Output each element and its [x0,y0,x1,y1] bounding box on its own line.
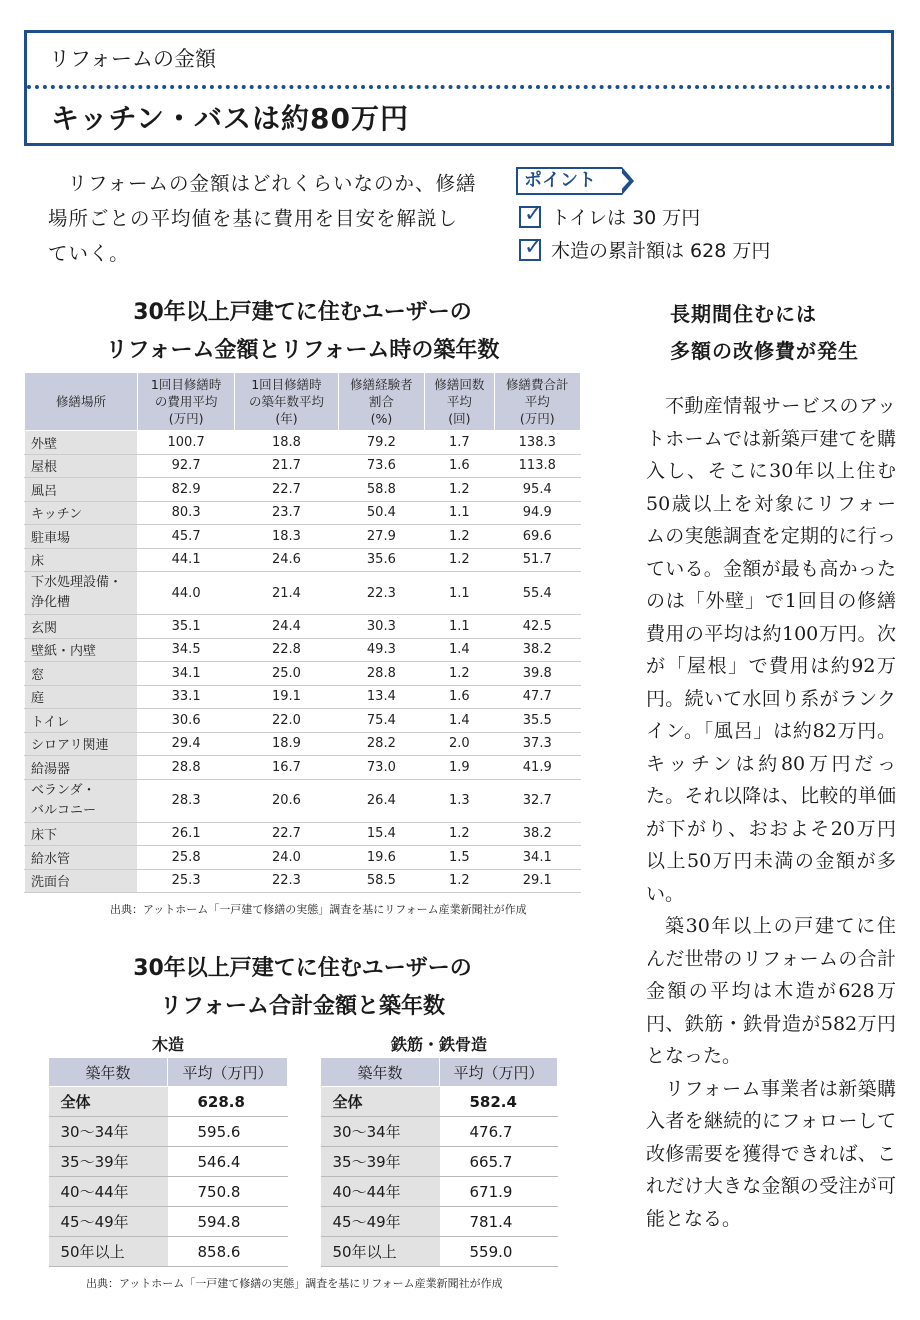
table-cell: 138.3 [494,431,580,455]
average-cell: 582.4 [440,1087,558,1117]
table-cell: 1.2 [425,869,494,893]
table-cell: 80.3 [138,501,235,525]
table-cell: 79.2 [338,431,424,455]
repair-place-cell: 屋根 [25,454,138,478]
article-body [646,390,896,1235]
point-arrow-icon [622,167,634,195]
age-cell: 45～49年 [49,1207,168,1237]
table-header-cell: 1回目修繕時 の築年数平均 (年) [235,373,338,431]
table-cell: 15.4 [338,822,424,846]
repair-place-cell: 玄関 [25,615,138,639]
table1-title-line1: 30年以上戸建てに住むユーザーの [133,300,472,325]
age-cell: 30～34年 [49,1117,168,1147]
table-cell: 2.0 [425,732,494,756]
table-cell: 24.0 [235,846,338,870]
table-cell: 19.6 [338,846,424,870]
steel-col-avg: 平均（万円） [440,1058,558,1087]
header-box [24,30,894,146]
intro-text: リフォームの金額はどれくらいなのか、修繕場所ごとの平均値を基に費用を目安を解説していく。 [48,172,477,265]
table-cell: 1.5 [425,846,494,870]
table-row [25,756,581,780]
article-paragraph: 不動産情報サービスのアットホームでは新築戸建てを購入し、そこに30年以上住む50歳以上を対象にリフォームの実態調査を定期的に行っている。金額が最も高かったのは「外壁」で1回目の修繕費用の平均は約100万円。次が「屋根」で費用は約92万円。続いて水回り系がランクイン。「風呂」は約82万円。キッチンは約80万円だった。それ以降は、比較的単価が下がり、おおよそ20万円以上50万円未満の金額が多い。 [646,395,896,905]
wood-heading: 木造 [151,1035,184,1054]
header-divider [27,85,891,89]
table-cell: 1.1 [425,572,494,615]
table-row [25,779,581,822]
repair-place-cell: 窓 [25,662,138,686]
age-cell: 30～34年 [321,1117,440,1147]
table-row [25,431,581,455]
table-cell: 22.3 [235,869,338,893]
average-cell: 665.7 [440,1147,558,1177]
table2-source: 出典：アットホーム「一戸建て修繕の実態」調査を基にリフォーム産業新聞社が作成 [86,1277,503,1290]
table-row [25,685,581,709]
table-cell: 73.6 [338,454,424,478]
table-row [25,709,581,733]
table-cell: 1.9 [425,756,494,780]
table-cell: 44.0 [138,572,235,615]
table-cell: 19.1 [235,685,338,709]
table-cell: 16.7 [235,756,338,780]
article-paragraph: リフォーム事業者は新築購入者を継続的にフォローして改修需要を獲得できれば、これだけ大きな金額の受注が可能となる。 [646,1077,896,1230]
table-cell: 1.2 [425,548,494,572]
table1-source: 出典：アットホーム「一戸建て修繕の実態」調査を基にリフォーム産業新聞社が作成 [110,903,527,916]
table-cell: 94.9 [494,501,580,525]
article-heading-line2: 多額の改修費が発生 [670,339,859,363]
table-cell: 69.6 [494,525,580,549]
check-icon [519,206,541,228]
table-cell: 34.5 [138,638,235,662]
table-cell: 50.4 [338,501,424,525]
repair-place-cell: 駐車場 [25,525,138,549]
table-cell: 1.7 [425,431,494,455]
table-cell: 1.6 [425,454,494,478]
table-cell: 42.5 [494,615,580,639]
table-row [25,615,581,639]
average-cell: 858.6 [168,1237,288,1267]
table-cell: 38.2 [494,822,580,846]
table-cell: 26.4 [338,779,424,822]
wood-table [48,1057,288,1267]
table-cell: 22.0 [235,709,338,733]
table-row [25,662,581,686]
table-cell: 29.1 [494,869,580,893]
wood-col-avg: 平均（万円） [168,1058,288,1087]
table-row [25,638,581,662]
table-cell: 18.9 [235,732,338,756]
table-cell: 34.1 [494,846,580,870]
repair-place-cell: トイレ [25,709,138,733]
table-cell: 20.6 [235,779,338,822]
table-cell: 30.6 [138,709,235,733]
average-cell: 476.7 [440,1117,558,1147]
repair-place-cell: 給湯器 [25,756,138,780]
table-cell: 1.2 [425,478,494,502]
table-row [49,1207,288,1237]
table-cell: 27.9 [338,525,424,549]
table-cell: 21.7 [235,454,338,478]
repair-place-cell: 風呂 [25,478,138,502]
table-cell: 1.6 [425,685,494,709]
age-cell: 35～39年 [49,1147,168,1177]
header-subtitle: リフォームの金額 [49,47,216,71]
table-cell: 51.7 [494,548,580,572]
table-cell: 21.4 [235,572,338,615]
age-cell: 50年以上 [321,1237,440,1267]
table-header-cell: 修繕経験者 割合 (%) [338,373,424,431]
table2-title [24,950,581,1026]
repair-place-cell: 外壁 [25,431,138,455]
page-title: キッチン・バスは約80万円 [51,102,410,135]
repair-place-cell: 壁紙・内壁 [25,638,138,662]
table1-title [24,294,581,370]
table-cell: 28.8 [138,756,235,780]
table-row [49,1177,288,1207]
table-cell: 38.2 [494,638,580,662]
table-cell: 32.7 [494,779,580,822]
table-cell: 25.8 [138,846,235,870]
table2-title-line1: 30年以上戸建てに住むユーザーの [133,956,472,981]
steel-col-age: 築年数 [321,1058,440,1087]
table-cell: 28.3 [138,779,235,822]
repair-place-cell: キッチン [25,501,138,525]
steel-table [320,1057,558,1267]
table-cell: 92.7 [138,454,235,478]
table-cell: 113.8 [494,454,580,478]
table-row [25,869,581,893]
table-cell: 18.3 [235,525,338,549]
table-cell: 55.4 [494,572,580,615]
table-cell: 28.8 [338,662,424,686]
table-cell: 13.4 [338,685,424,709]
table-cell: 1.2 [425,662,494,686]
table2-title-line2: リフォーム合計金額と築年数 [160,994,445,1019]
table-cell: 75.4 [338,709,424,733]
point-tag [516,167,622,195]
table-cell: 34.1 [138,662,235,686]
table-cell: 24.4 [235,615,338,639]
table-cell: 35.6 [338,548,424,572]
steel-heading: 鉄筋・鉄骨造 [390,1035,487,1054]
average-cell: 781.4 [440,1207,558,1237]
repair-place-cell: ベランダ・ バルコニー [25,779,138,822]
check-icon [519,239,541,261]
table-row [25,478,581,502]
article-heading-line1: 長期間住むには [670,302,817,326]
table-row [49,1117,288,1147]
table-cell: 22.8 [235,638,338,662]
table-row [321,1177,558,1207]
average-cell: 628.8 [168,1087,288,1117]
age-cell: 40～44年 [49,1177,168,1207]
table-cell: 22.7 [235,822,338,846]
table-cell: 35.5 [494,709,580,733]
table-header-row [25,373,581,431]
table-cell: 24.6 [235,548,338,572]
age-cell: 40～44年 [321,1177,440,1207]
table-row [25,501,581,525]
table-cell: 37.3 [494,732,580,756]
table-cell: 82.9 [138,478,235,502]
table-cell: 1.3 [425,779,494,822]
table-cell: 35.1 [138,615,235,639]
table-header-cell: 修繕費合計 平均 (万円) [494,373,580,431]
table-row [25,732,581,756]
table-cell: 100.7 [138,431,235,455]
age-cell: 全体 [321,1087,440,1117]
table-cell: 22.7 [235,478,338,502]
repair-place-cell: 床下 [25,822,138,846]
table-cell: 58.8 [338,478,424,502]
age-cell: 45～49年 [321,1207,440,1237]
table-row [25,846,581,870]
table-cell: 1.2 [425,525,494,549]
point-label: ポイント [524,170,596,191]
repair-place-cell: 庭 [25,685,138,709]
table-cell: 28.2 [338,732,424,756]
table-row [25,572,581,615]
table-row [49,1087,288,1117]
table-row [25,548,581,572]
table-cell: 30.3 [338,615,424,639]
table-cell: 1.4 [425,638,494,662]
repair-place-cell: 下水処理設備・ 浄化槽 [25,572,138,615]
table-header-cell: 修繕場所 [25,373,138,431]
table-row [25,525,581,549]
table-cell: 45.7 [138,525,235,549]
table-row [321,1087,558,1117]
table1-title-line2: リフォーム金額とリフォーム時の築年数 [105,338,500,363]
table-row [49,1147,288,1177]
repair-place-cell: 床 [25,548,138,572]
age-cell: 35～39年 [321,1147,440,1177]
article-paragraph: 築30年以上の戸建てに住んだ世帯のリフォームの合計金額の平均は木造が628万円、鉄筋・鉄骨造が582万円となった。 [646,915,896,1067]
table-cell: 41.9 [494,756,580,780]
table-cell: 1.1 [425,615,494,639]
table-row [321,1237,558,1267]
table-row [25,822,581,846]
average-cell: 559.0 [440,1237,558,1267]
table-cell: 26.1 [138,822,235,846]
point-item-text: 木造の累計額は 628 万円 [551,240,771,262]
table-cell: 25.0 [235,662,338,686]
table-cell: 29.4 [138,732,235,756]
table-cell: 22.3 [338,572,424,615]
table-cell: 95.4 [494,478,580,502]
average-cell: 594.8 [168,1207,288,1237]
point-item [519,203,700,230]
repair-place-cell: 給水管 [25,846,138,870]
average-cell: 750.8 [168,1177,288,1207]
table-cell: 44.1 [138,548,235,572]
table-cell: 33.1 [138,685,235,709]
table-cell: 39.8 [494,662,580,686]
table-row [321,1207,558,1237]
repair-place-cell: シロアリ関連 [25,732,138,756]
age-cell: 50年以上 [49,1237,168,1267]
table-cell: 1.1 [425,501,494,525]
table-row [49,1237,288,1267]
table-cell: 47.7 [494,685,580,709]
table-cell: 73.0 [338,756,424,780]
table-cell: 1.2 [425,822,494,846]
average-cell: 595.6 [168,1117,288,1147]
point-item [519,236,770,263]
repair-place-cell: 洗面台 [25,869,138,893]
table-cell: 58.5 [338,869,424,893]
table-cell: 49.3 [338,638,424,662]
table-header-cell: 修繕回数 平均 (回) [425,373,494,431]
table-cell: 23.7 [235,501,338,525]
age-cell: 全体 [49,1087,168,1117]
table-row [321,1117,558,1147]
table-row [25,454,581,478]
table-header-cell: 1回目修繕時 の費用平均 (万円) [138,373,235,431]
point-item-text: トイレは 30 万円 [551,207,701,229]
table-cell: 18.8 [235,431,338,455]
table-cell: 1.4 [425,709,494,733]
table-row [321,1147,558,1177]
wood-col-age: 築年数 [49,1058,168,1087]
table-cell: 25.3 [138,869,235,893]
average-cell: 546.4 [168,1147,288,1177]
average-cell: 671.9 [440,1177,558,1207]
article-heading [670,296,859,370]
repair-cost-table [24,372,581,893]
